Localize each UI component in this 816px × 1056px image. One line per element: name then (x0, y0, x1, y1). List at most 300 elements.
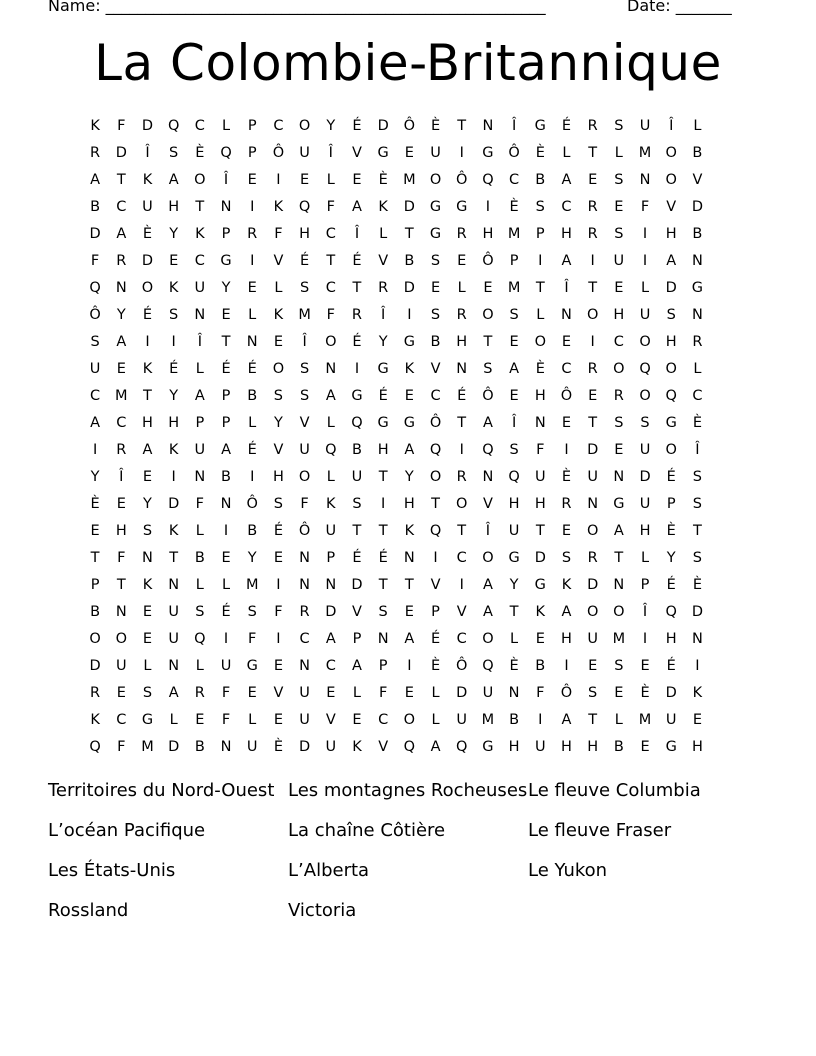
grid-letter: I (92, 441, 98, 458)
grid-letter: E (142, 603, 153, 620)
grid-letter: T (195, 198, 205, 215)
grid-letter: E (300, 171, 310, 188)
grid-letter: U (587, 468, 598, 485)
grid-letter: E (692, 711, 702, 728)
grid-letter: I (250, 468, 255, 485)
grid-letter: É (273, 522, 283, 539)
grid-letter: U (456, 711, 468, 728)
grid-letter: T (90, 549, 100, 566)
grid-letter: T (588, 711, 598, 728)
grid-row (82, 625, 738, 652)
grid-row (82, 679, 738, 706)
grid-letter: R (116, 252, 127, 269)
word-search-grid (82, 112, 738, 760)
grid-letter: R (587, 549, 598, 566)
grid-letter: A (509, 360, 520, 377)
grid-letter: G (429, 225, 442, 242)
grid-letter: A (613, 522, 624, 539)
grid-letter: F (117, 738, 126, 755)
grid-letter: B (535, 171, 546, 188)
grid-letter: U (325, 738, 337, 755)
grid-letter: S (509, 306, 519, 323)
grid-letter: K (352, 738, 362, 755)
grid-letter: R (561, 495, 572, 512)
grid-letter: K (168, 441, 179, 458)
grid-letter: F (274, 603, 283, 620)
grid-letter: U (613, 252, 625, 269)
grid-letter: V (430, 360, 441, 377)
grid-letter: S (614, 414, 624, 431)
grid-letter: É (169, 360, 179, 377)
grid-letter: Q (403, 738, 416, 755)
grid-letter: S (352, 495, 362, 512)
grid-letter: È (273, 738, 283, 755)
grid-letter: T (221, 333, 231, 350)
grid-letter: S (430, 306, 441, 323)
grid-letter: D (89, 657, 101, 674)
grid-letter: È (561, 468, 572, 485)
grid-letter: É (666, 468, 676, 485)
grid-letter: S (247, 603, 257, 620)
grid-letter: S (430, 252, 441, 269)
grid-letter: K (404, 360, 415, 377)
grid-letter: Q (482, 441, 494, 458)
grid-letter: T (378, 522, 388, 539)
grid-letter: D (587, 441, 599, 458)
grid-row (82, 139, 738, 166)
grid-letter: I (590, 333, 595, 350)
grid-letter: C (299, 630, 310, 647)
grid-letter: I (354, 360, 360, 377)
grid-letter: E (273, 549, 283, 566)
grid-letter: A (482, 414, 493, 431)
grid-letter: T (588, 279, 598, 296)
grid-letter: G (351, 387, 363, 404)
grid-letter: T (352, 522, 362, 539)
grid-letter: D (141, 117, 154, 134)
grid-letter: T (169, 549, 179, 566)
grid-letter: T (431, 495, 440, 512)
grid-letter: T (483, 333, 493, 350)
grid-letter: A (482, 603, 493, 620)
grid-letter: T (378, 576, 388, 593)
grid-letter: R (587, 360, 598, 377)
grid-letter: O (194, 171, 206, 188)
grid-letter: L (352, 684, 362, 701)
grid-letter: É (378, 387, 388, 404)
grid-letter: T (509, 603, 519, 620)
grid-row (82, 544, 738, 571)
grid-letter: N (456, 360, 468, 377)
grid-letter: S (169, 144, 179, 161)
grid-letter: E (221, 306, 231, 323)
grid-letter: T (614, 549, 624, 566)
grid-letter: O (429, 468, 442, 485)
grid-letter: K (142, 360, 153, 377)
grid-letter: O (665, 144, 677, 161)
grid-letter: O (586, 603, 599, 620)
grid-row (82, 409, 738, 436)
grid-letter: F (326, 306, 335, 323)
grid-letter: Î (485, 522, 491, 539)
grid-letter: K (273, 306, 284, 323)
grid-letter: Î (119, 468, 124, 485)
grid-letter: S (692, 495, 703, 512)
grid-letter: H (377, 441, 389, 458)
grid-letter: S (142, 522, 153, 539)
grid-letter: I (564, 441, 569, 458)
word-list-row (48, 858, 768, 898)
grid-letter: H (534, 387, 546, 404)
grid-letter: T (535, 522, 545, 539)
grid-letter: I (538, 711, 543, 728)
grid-letter: E (221, 549, 231, 566)
grid-letter: Ô (456, 657, 468, 674)
grid-letter: Ô (298, 522, 311, 539)
grid-letter: N (691, 630, 703, 647)
grid-letter: N (246, 333, 258, 350)
grid-row (82, 355, 738, 382)
grid-letter: H (691, 738, 703, 755)
grid-letter: Q (639, 360, 651, 377)
grid-letter: U (115, 657, 127, 674)
grid-letter: C (325, 657, 336, 674)
grid-letter: L (248, 711, 257, 728)
grid-letter: K (142, 576, 153, 593)
grid-letter: P (431, 603, 440, 620)
grid-letter: É (247, 360, 257, 377)
grid-letter: U (194, 441, 206, 458)
grid-letter: I (223, 522, 229, 539)
grid-letter: G (691, 279, 704, 296)
grid-letter: K (90, 711, 100, 728)
grid-letter: U (534, 468, 546, 485)
grid-letter: I (276, 630, 281, 647)
grid-letter: H (561, 225, 572, 242)
grid-letter: U (299, 441, 310, 458)
grid-letter: C (116, 414, 127, 431)
grid-letter: É (457, 387, 467, 404)
grid-letter: S (273, 495, 284, 512)
grid-letter: Y (404, 468, 414, 485)
grid-letter: Î (669, 117, 674, 134)
grid-letter: M (141, 738, 154, 755)
word-list-item: Les montagnes Rocheuses (288, 780, 528, 801)
grid-letter: U (220, 657, 232, 674)
grid-letter: O (298, 117, 311, 134)
grid-letter: E (561, 522, 572, 539)
grid-letter: I (564, 657, 569, 674)
grid-letter: I (538, 252, 543, 269)
grid-letter: I (276, 171, 281, 188)
grid-letter: O (613, 603, 625, 620)
grid-letter: S (299, 360, 310, 377)
grid-letter: U (639, 441, 651, 458)
grid-letter: L (457, 279, 466, 296)
grid-letter: O (456, 495, 468, 512)
grid-letter: N (691, 306, 703, 323)
grid-letter: O (665, 171, 677, 188)
grid-letter: L (326, 414, 335, 431)
grid-letter: Î (695, 441, 700, 458)
grid-letter: B (90, 198, 101, 215)
grid-letter: A (90, 171, 101, 188)
grid-letter: E (273, 711, 283, 728)
grid-letter: Q (665, 387, 677, 404)
grid-letter: R (456, 468, 467, 485)
grid-letter: E (195, 711, 205, 728)
grid-row (82, 652, 738, 679)
grid-letter: D (534, 549, 546, 566)
grid-letter: L (274, 279, 283, 296)
grid-letter: C (613, 333, 624, 350)
grid-letter: O (482, 549, 494, 566)
word-list-item: L’océan Pacifique (48, 820, 206, 841)
grid-letter: G (613, 495, 625, 512)
grid-row (82, 274, 738, 301)
word-list-item: Rossland (48, 900, 129, 921)
grid-letter: D (141, 252, 154, 269)
grid-letter: N (115, 279, 127, 296)
grid-letter: U (482, 684, 494, 701)
grid-letter: Q (351, 414, 363, 431)
grid-letter: Y (169, 225, 179, 242)
grid-letter: L (195, 360, 204, 377)
grid-letter: N (299, 657, 311, 674)
grid-letter: N (403, 549, 415, 566)
grid-letter: C (116, 198, 127, 215)
grid-row (82, 598, 738, 625)
grid-letter: G (665, 414, 677, 431)
grid-letter: N (325, 360, 337, 377)
grid-letter: E (326, 684, 336, 701)
grid-letter: A (221, 441, 231, 458)
grid-letter: R (194, 684, 205, 701)
grid-letter: E (588, 657, 598, 674)
grid-letter: Y (169, 387, 179, 404)
grid-letter: N (587, 495, 599, 512)
grid-letter: V (352, 603, 362, 620)
grid-letter: V (430, 576, 441, 593)
grid-letter: B (194, 549, 205, 566)
grid-letter: I (407, 657, 412, 674)
grid-letter: H (272, 468, 284, 485)
grid-letter: D (299, 738, 311, 755)
grid-letter: S (299, 279, 310, 296)
grid-letter: S (614, 225, 624, 242)
grid-letter: S (535, 198, 545, 215)
grid-letter: Q (220, 144, 232, 161)
grid-letter: N (168, 576, 180, 593)
grid-letter: R (247, 225, 258, 242)
grid-letter: O (665, 441, 677, 458)
grid-letter: I (250, 198, 255, 215)
grid-letter: N (534, 414, 546, 431)
grid-letter: I (250, 252, 255, 269)
grid-letter: N (194, 468, 206, 485)
grid-letter: Ô (403, 117, 416, 134)
grid-letter: E (561, 414, 572, 431)
grid-letter: U (665, 711, 677, 728)
grid-letter: È (692, 576, 702, 593)
grid-letter: N (639, 171, 651, 188)
grid-letter: U (299, 144, 310, 161)
grid-letter: A (352, 198, 362, 215)
grid-letter: Ô (482, 252, 494, 269)
grid-letter: H (639, 522, 651, 539)
grid-letter: D (587, 576, 599, 593)
grid-letter: I (223, 630, 229, 647)
grid-letter: F (117, 117, 126, 134)
grid-letter: E (614, 198, 624, 215)
grid-letter: T (457, 117, 467, 134)
grid-letter: S (640, 414, 650, 431)
grid-letter: D (691, 603, 703, 620)
grid-letter: È (509, 657, 519, 674)
grid-letter: B (613, 738, 624, 755)
grid-letter: M (638, 144, 652, 161)
grid-letter: E (404, 684, 414, 701)
grid-letter: P (221, 387, 231, 404)
grid-letter: U (299, 711, 310, 728)
grid-letter: E (509, 333, 519, 350)
grid-letter: S (509, 441, 519, 458)
grid-letter: N (220, 738, 232, 755)
grid-letter: Ô (560, 387, 573, 404)
grid-letter: Î (145, 144, 150, 161)
grid-letter: N (508, 684, 520, 701)
grid-letter: D (456, 684, 468, 701)
grid-letter: K (535, 603, 546, 620)
grid-letter: G (534, 576, 546, 593)
grid-letter: É (221, 603, 231, 620)
grid-letter: A (561, 171, 572, 188)
grid-letter: N (561, 306, 572, 323)
grid-letter: N (325, 576, 337, 593)
page-title: La Colombie-Britannique (94, 34, 722, 92)
grid-letter: C (194, 117, 205, 134)
grid-letter: N (168, 657, 180, 674)
grid-letter: U (168, 603, 179, 620)
grid-letter: K (142, 171, 153, 188)
grid-letter: C (325, 225, 336, 242)
grid-letter: P (195, 414, 205, 431)
grid-letter: E (614, 279, 624, 296)
grid-letter: L (640, 549, 650, 566)
grid-letter: Î (302, 333, 307, 350)
grid-letter: G (429, 198, 442, 215)
grid-letter: E (273, 333, 283, 350)
grid-letter: S (483, 360, 493, 377)
grid-letter: B (430, 333, 441, 350)
grid-row (82, 328, 738, 355)
grid-letter: A (325, 387, 336, 404)
grid-letter: B (509, 711, 520, 728)
grid-letter: T (457, 522, 467, 539)
grid-letter: P (378, 657, 388, 674)
grid-letter: V (692, 171, 703, 188)
grid-letter: U (89, 360, 101, 377)
grid-letter: O (586, 306, 599, 323)
grid-letter: D (665, 684, 677, 701)
grid-letter: Y (509, 576, 519, 593)
grid-letter: R (378, 279, 389, 296)
grid-letter: N (194, 306, 206, 323)
grid-letter: F (195, 495, 205, 512)
grid-letter: H (508, 495, 520, 512)
grid-letter: O (586, 522, 599, 539)
grid-letter: T (116, 576, 126, 593)
grid-letter: F (640, 198, 650, 215)
grid-letter: I (642, 630, 648, 647)
grid-letter: Q (298, 198, 311, 215)
grid-letter: E (588, 387, 598, 404)
grid-letter: B (221, 468, 231, 485)
grid-row (82, 733, 738, 760)
grid-letter: L (195, 522, 204, 539)
grid-letter: C (273, 117, 284, 134)
grid-letter: U (299, 684, 310, 701)
grid-letter: S (90, 333, 100, 350)
grid-row (82, 193, 738, 220)
grid-letter: T (535, 279, 545, 296)
grid-letter: B (247, 387, 258, 404)
grid-letter: É (300, 252, 310, 269)
grid-letter: N (299, 576, 311, 593)
grid-letter: I (642, 225, 648, 242)
grid-letter: A (404, 630, 415, 647)
grid-letter: D (351, 576, 363, 593)
grid-letter: O (639, 387, 651, 404)
grid-letter: E (404, 144, 414, 161)
grid-letter: I (433, 549, 438, 566)
grid-letter: F (221, 684, 231, 701)
grid-letter: D (89, 225, 101, 242)
grid-letter: A (168, 684, 179, 701)
grid-letter: A (90, 414, 101, 431)
grid-letter: U (168, 630, 179, 647)
grid-letter: T (404, 225, 414, 242)
grid-letter: F (248, 630, 257, 647)
grid-letter: L (221, 576, 231, 593)
grid-letter: E (561, 333, 572, 350)
grid-letter: E (640, 657, 650, 674)
grid-letter: L (693, 117, 702, 134)
grid-letter: H (613, 306, 625, 323)
grid-letter: F (536, 441, 545, 458)
grid-letter: O (272, 360, 285, 377)
grid-letter: B (194, 738, 205, 755)
grid-letter: E (614, 441, 624, 458)
grid-letter: C (509, 171, 520, 188)
grid-letter: E (404, 387, 414, 404)
grid-letter: Î (511, 414, 517, 431)
grid-letter: T (116, 171, 126, 188)
grid-letter: É (352, 333, 362, 350)
grid-letter: E (640, 738, 650, 755)
grid-letter: G (246, 657, 258, 674)
grid-letter: E (247, 171, 257, 188)
grid-row (82, 490, 738, 517)
grid-letter: É (430, 630, 441, 647)
grid-letter: F (536, 684, 545, 701)
grid-letter: S (614, 657, 624, 674)
grid-letter: F (378, 684, 388, 701)
grid-letter: H (665, 333, 677, 350)
grid-letter: Q (167, 117, 180, 134)
grid-letter: C (561, 198, 572, 215)
grid-letter: P (666, 495, 676, 512)
